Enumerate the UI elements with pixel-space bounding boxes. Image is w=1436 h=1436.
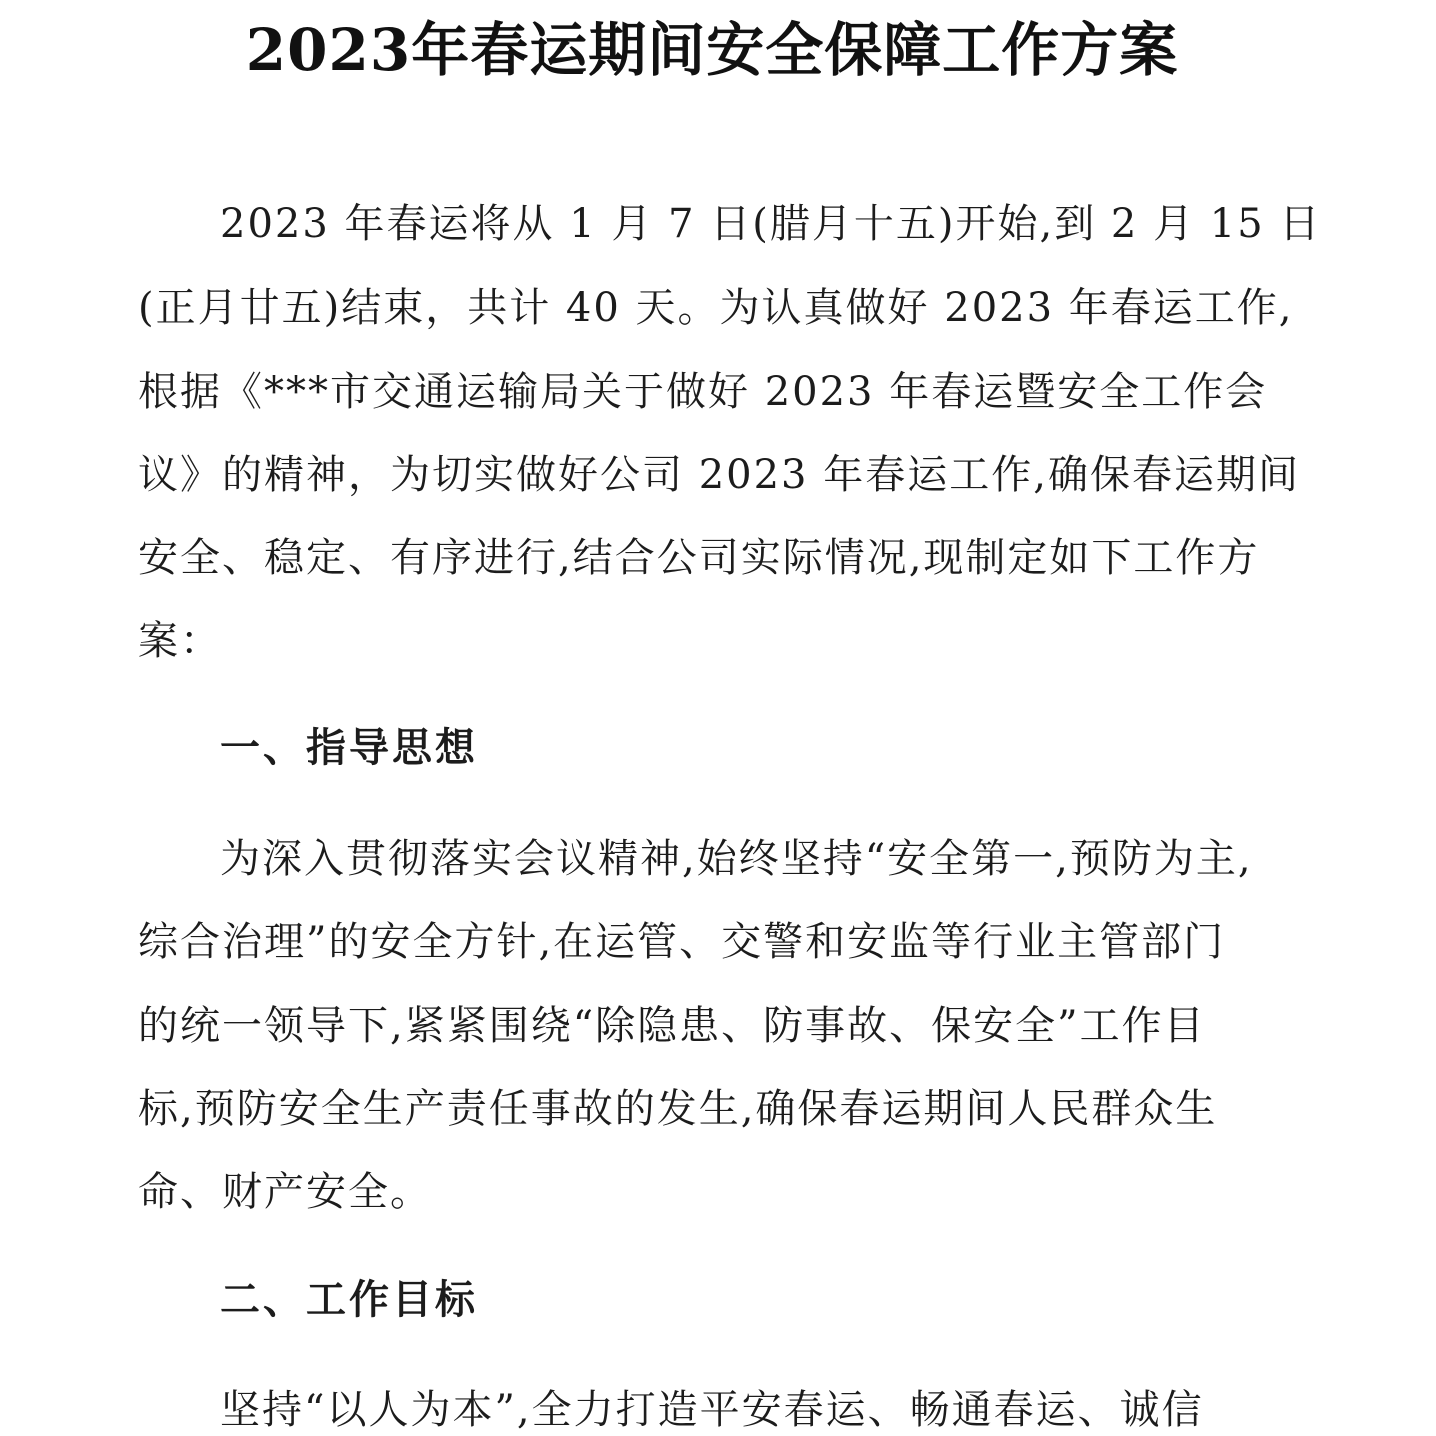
intro-line-5: 安全、稳定、有序进行,结合公司实际情况,现制定如下工作方 [138,535,1260,581]
section1-heading: 一、指导思想 [220,724,478,771]
intro-line-3: 根据《***市交通运输局关于做好 2023 年春运暨安全工作会 [138,369,1268,415]
section1-line-4: 标,预防安全生产责任事故的发生,确保春运期间人民群众生 [138,1086,1218,1132]
intro-line-6: 案： [138,618,222,664]
section1-line-1: 为深入贯彻落实会议精神,始终坚持“安全第一,预防为主, [220,836,1253,882]
intro-line-1: 2023 年春运将从 1 月 7 日(腊月十五)开始,到 2 月 15 日 [220,201,1322,247]
intro-line-2: (正月廿五)结束，共计 40 天。为认真做好 2023 年春运工作, [138,285,1294,331]
section1-line-3: 的统一领导下,紧紧围绕“除隐患、防事故、保安全”工作目 [138,1003,1206,1049]
document-title: 2023年春运期间安全保障工作方案 [245,16,1179,84]
section1-line-2: 综合治理”的安全方针,在运管、交警和安监等行业主管部门 [138,919,1226,965]
section2-line-1: 坚持“以人为本”,全力打造平安春运、畅通春运、诚信 [220,1387,1204,1433]
intro-line-4: 议》的精神，为切实做好公司 2023 年春运工作,确保春运期间 [138,452,1300,498]
section1-line-5: 命、财产安全。 [138,1169,432,1215]
section2-heading: 二、工作目标 [220,1276,478,1323]
